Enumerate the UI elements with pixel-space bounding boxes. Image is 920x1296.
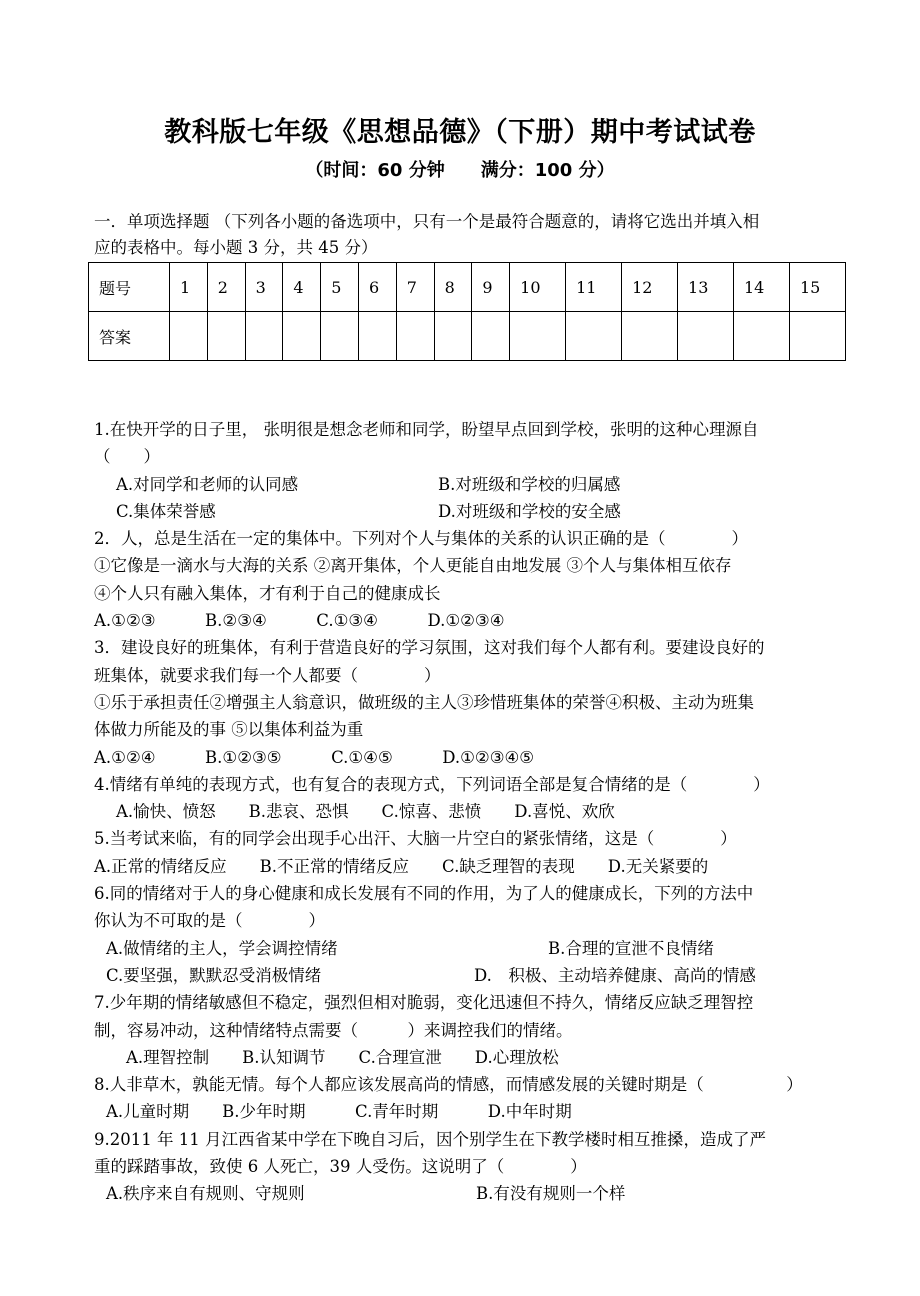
answer-table	[88, 262, 846, 361]
answer-row	[89, 312, 846, 361]
option-d: D.对班级和学校的安全感	[438, 501, 621, 521]
answer-cell[interactable]	[434, 312, 472, 361]
answer-cell[interactable]	[733, 312, 789, 361]
answer-cell[interactable]	[566, 312, 622, 361]
question-9-stem: 9.2011 年 11 月江西省某中学在下晚自习后，因个别学生在下教学楼时相互推搡，造成了严	[94, 1129, 766, 1149]
number-cell: 12	[622, 263, 678, 312]
question-2-statement: ①它像是一滴水与大海的关系 ②离开集体，个人更能自由地发展 ③个人与集体相互依存	[94, 556, 732, 576]
option-a: A.秩序来自有规则、守规则	[106, 1184, 305, 1204]
question-5-stem: 5.当考试来临，有的同学会出现手心出汗、大脑一片空白的紧张情绪，这是（ ）	[94, 829, 737, 849]
question-3-stem: 班集体，就要求我们每一个人都要（ ）	[94, 665, 441, 685]
row-label: 答案	[89, 312, 170, 361]
intro-line: 应的表格中。每小题 3 分，共 45 分）	[94, 238, 378, 257]
question-8-stem: 8.人非草木，孰能无情。每个人都应该发展高尚的情感，而情感发展的关键时期是（ ）	[94, 1075, 803, 1095]
answer-cell[interactable]	[622, 312, 678, 361]
number-cell: 8	[434, 263, 472, 312]
question-9-stem: 重的踩踏事故，致使 6 人死亡，39 人受伤。这说明了（ ）	[94, 1157, 587, 1177]
option-b: B.有没有规则一个样	[476, 1184, 626, 1204]
question-9-options-row	[94, 1180, 850, 1207]
number-cell: 15	[789, 263, 845, 312]
exam-info	[0, 156, 920, 182]
option-a: A.对同学和老师的认同感	[116, 474, 299, 494]
question-3-stem: 3．建设良好的班集体，有利于营造良好的学习氛围，这对我们每个人都有利。要建设良好的	[94, 638, 765, 658]
number-cell: 4	[283, 263, 321, 312]
question-number-row	[89, 263, 846, 312]
option-d: D. 积极、主动培养健康、高尚的情感	[474, 965, 756, 985]
number-cell: 3	[245, 263, 283, 312]
question-1-paren: （ ）	[94, 447, 160, 467]
answer-cell[interactable]	[472, 312, 510, 361]
question-1-stem: 1.在快开学的日子里， 张明很是想念老师和同学，盼望早点回到学校，张明的这种心理源自	[94, 420, 759, 439]
question-3-statement: ①乐于承担责任②增强主人翁意识，做班级的主人③珍惜班集体的荣誉④积极、主动为班集	[94, 692, 754, 712]
answer-cell[interactable]	[510, 312, 566, 361]
number-cell: 11	[566, 263, 622, 312]
answer-cell[interactable]	[170, 312, 208, 361]
question-2-statement: ④个人只有融入集体，才有利于自己的健康成长	[94, 583, 441, 603]
option-b: B.合理的宣泄不良情绪	[548, 938, 714, 958]
number-cell: 2	[207, 263, 245, 312]
row-label: 题号	[89, 263, 170, 312]
question-3-statement: 体做力所能及的事 ⑤以集体利益为重	[94, 720, 364, 740]
answer-cell[interactable]	[789, 312, 845, 361]
question-1-options-row	[94, 498, 850, 525]
question-4-stem: 4.情绪有单纯的表现方式，也有复合的表现方式，下列词语全部是复合情绪的是（ ）	[94, 774, 770, 794]
question-8-options: A.儿童时期 B.少年时期 C.青年时期 D.中年时期	[106, 1102, 572, 1122]
section1-intro	[94, 209, 850, 261]
question-6-options-row	[94, 962, 850, 989]
question-7-options: A.理智控制 B.认知调节 C.合理宣泄 D.心理放松	[126, 1047, 559, 1067]
option-c: C.集体荣誉感	[116, 501, 216, 521]
number-cell: 5	[321, 263, 359, 312]
number-cell: 10	[510, 263, 566, 312]
question-2-stem: 2．人，总是生活在一定的集体中。下列对个人与集体的关系的认识正确的是（ ）	[94, 529, 748, 549]
number-cell: 7	[396, 263, 434, 312]
number-cell: 9	[472, 263, 510, 312]
number-cell: 13	[678, 263, 734, 312]
question-4-options: A.愉快、愤怒 B.悲哀、恐惧 C.惊喜、悲愤 D.喜悦、欢欣	[116, 802, 615, 822]
question-7-stem: 制，容易冲动，这种情绪特点需要（ ）来调控我们的情绪。	[94, 1020, 573, 1040]
page-title: 教科版七年级《思想品德》（下册）期中考试试卷	[164, 117, 756, 148]
time-label: （时间：60 分钟	[305, 160, 445, 181]
number-cell: 1	[170, 263, 208, 312]
number-cell: 6	[358, 263, 396, 312]
number-cell: 14	[733, 263, 789, 312]
question-3-options: A.①②④ B.①②③⑤ C.①④⑤ D.①②③④⑤	[94, 747, 535, 767]
question-6-options-row	[94, 935, 850, 962]
answer-cell[interactable]	[358, 312, 396, 361]
answer-cell[interactable]	[321, 312, 359, 361]
option-c: C.要坚强，默默忍受消极情绪	[106, 965, 322, 985]
question-1-options-row	[94, 471, 850, 498]
answer-cell[interactable]	[207, 312, 245, 361]
question-5-options: A.正常的情绪反应 B.不正常的情绪反应 C.缺乏理智的表现 D.无关紧要的	[94, 856, 709, 876]
question-list	[94, 416, 850, 1208]
answer-cell[interactable]	[396, 312, 434, 361]
question-7-stem: 7.少年期的情绪敏感但不稳定，强烈但相对脆弱，变化迅速但不持久，情绪反应缺乏理智控	[94, 993, 754, 1013]
answer-cell[interactable]	[283, 312, 321, 361]
option-b: B.对班级和学校的归属感	[438, 474, 621, 494]
question-2-options: A.①②③ B.②③④ C.①③④ D.①②③④	[94, 611, 505, 631]
question-6-stem: 你认为不可取的是（ ）	[94, 911, 325, 931]
question-6-stem: 6.同的情绪对于人的身心健康和成长发展有不同的作用，为了人的健康成长，下列的方法中	[94, 884, 754, 904]
answer-cell[interactable]	[678, 312, 734, 361]
option-a: A.做情绪的主人，学会调控情绪	[106, 938, 338, 958]
score-label: 满分：100 分）	[480, 160, 615, 181]
intro-line: 一．单项选择题 （下列各小题的备选项中，只有一个是最符合题意的，请将它选出并填入相	[94, 212, 760, 231]
answer-cell[interactable]	[245, 312, 283, 361]
